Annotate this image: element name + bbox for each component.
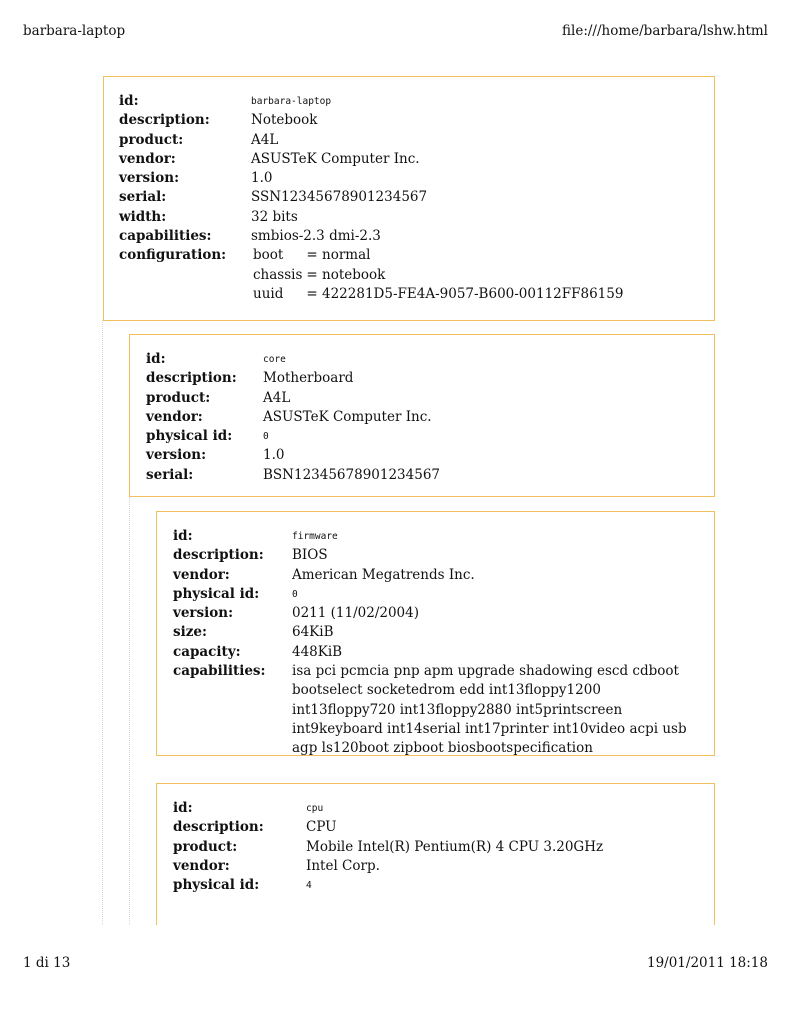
- property-key: vendor:: [146, 408, 203, 425]
- property-value: 32 bits: [251, 208, 298, 225]
- property-row: [119, 111, 625, 130]
- property-row: [146, 389, 440, 408]
- property-value: A4L: [263, 389, 291, 406]
- property-key: vendor:: [119, 150, 176, 167]
- property-key: vendor:: [173, 566, 230, 583]
- property-key: id:: [119, 93, 139, 109]
- property-key: serial:: [146, 466, 194, 483]
- configuration-name: boot: [253, 247, 284, 264]
- property-value: 1.0: [263, 447, 285, 464]
- property-row: [173, 876, 603, 895]
- property-row: [119, 92, 625, 111]
- configuration-row: [251, 285, 625, 304]
- configuration-name: chassis: [253, 266, 303, 283]
- property-key: capabilities:: [119, 228, 212, 245]
- property-value-configuration: [251, 246, 625, 304]
- property-value: CPU: [306, 819, 337, 836]
- property-key: physical id:: [173, 585, 260, 602]
- property-key: description:: [119, 112, 210, 129]
- property-value: 64KiB: [292, 624, 334, 641]
- property-value: 0211 (11/02/2004): [292, 605, 419, 622]
- property-row: [173, 818, 603, 837]
- property-row: [146, 369, 440, 388]
- configuration-value: = notebook: [306, 266, 386, 283]
- page-header-title: barbara-laptop: [23, 23, 126, 39]
- nesting-guide-1: [102, 320, 103, 925]
- property-value: ASUSTeK Computer Inc.: [251, 150, 420, 167]
- property-value: 0: [292, 588, 298, 600]
- property-key: description:: [146, 370, 237, 387]
- property-value: Motherboard: [263, 370, 354, 387]
- property-row: [173, 799, 603, 818]
- property-row: [119, 131, 625, 150]
- property-value: Intel Corp.: [306, 857, 380, 874]
- property-key: capabilities:: [173, 663, 266, 680]
- property-value: BIOS: [292, 547, 328, 564]
- property-key: physical id:: [173, 877, 260, 894]
- property-row: [119, 169, 625, 188]
- property-value: isa pci pcmcia pnp apm upgrade shadowing escd cdboot bootselect socketedrom edd int13floppy1200 int13floppy720 int13floppy2880 int5printscreen int9keyboard int14serial int17printer int10video acpi usb agp ls120boot zipboot biosbootspecification: [292, 663, 687, 757]
- property-key: description:: [173, 819, 264, 836]
- property-key: serial:: [119, 189, 167, 206]
- property-value: A4L: [251, 131, 279, 148]
- property-key: description:: [173, 547, 264, 564]
- node-box-cpu: [156, 783, 715, 925]
- property-key: id:: [173, 800, 193, 816]
- property-key: capacity:: [173, 643, 241, 660]
- property-key: width:: [119, 208, 167, 225]
- property-row: [146, 427, 440, 446]
- property-row: [173, 527, 703, 546]
- property-key: version:: [146, 447, 207, 464]
- property-value: 4: [306, 880, 312, 892]
- property-row: [146, 466, 440, 485]
- property-value: firmware: [292, 531, 338, 542]
- property-value: cpu: [306, 803, 324, 814]
- property-value: 1.0: [251, 170, 273, 187]
- property-row: [173, 857, 603, 876]
- node-table: [173, 799, 603, 895]
- property-key: id:: [173, 528, 193, 544]
- node-box-core: [129, 334, 715, 497]
- property-row: [173, 623, 703, 642]
- property-row: [173, 585, 703, 604]
- property-row: [173, 604, 703, 623]
- property-key: configuration:: [119, 247, 227, 264]
- property-row: [173, 838, 603, 857]
- property-key: size:: [173, 624, 207, 641]
- property-value: core: [263, 354, 286, 365]
- property-row: [173, 546, 703, 565]
- configuration-name: uuid: [253, 285, 284, 302]
- property-row: [119, 188, 625, 207]
- page-footer-number: 1 di 13: [23, 955, 71, 971]
- property-value: SSN12345678901234567: [251, 189, 428, 206]
- property-row: [146, 446, 440, 465]
- property-value: BSN12345678901234567: [263, 466, 440, 483]
- property-value: 448KiB: [292, 643, 343, 660]
- configuration-value: = normal: [306, 247, 371, 264]
- property-value: barbara-laptop: [251, 96, 332, 107]
- configuration-value: = 422281D5-FE4A-9057-B600-00112FF86159: [306, 285, 624, 302]
- property-row: [173, 566, 703, 585]
- property-key: physical id:: [146, 428, 233, 445]
- property-key: product:: [173, 838, 238, 855]
- property-value: smbios-2.3 dmi-2.3: [251, 228, 381, 245]
- property-row: [119, 208, 625, 227]
- node-table: [173, 527, 703, 759]
- property-row: [173, 643, 703, 662]
- node-table: [119, 92, 625, 304]
- property-key: version:: [173, 605, 234, 622]
- node-box-firmware: [156, 511, 715, 756]
- property-value: ASUSTeK Computer Inc.: [263, 408, 432, 425]
- property-row-configuration: [119, 246, 625, 304]
- page-header-url: file:///home/barbara/lshw.html: [562, 23, 768, 39]
- property-row: [119, 227, 625, 246]
- nesting-guide-2: [129, 497, 130, 925]
- property-key: product:: [146, 389, 211, 406]
- property-row: [119, 150, 625, 169]
- property-value: American Megatrends Inc.: [292, 566, 475, 583]
- property-key: vendor:: [173, 857, 230, 874]
- node-table: [146, 350, 440, 485]
- configuration-row: [251, 246, 625, 265]
- property-row: [146, 350, 440, 369]
- property-key: id:: [146, 351, 166, 367]
- node-box-barbara-laptop: [103, 76, 715, 321]
- property-key: version:: [119, 170, 180, 187]
- property-value: Notebook: [251, 112, 318, 129]
- property-row: [173, 662, 703, 758]
- page-footer-datetime: 19/01/2011 18:18: [646, 955, 768, 971]
- configuration-row: [251, 266, 625, 285]
- property-key: product:: [119, 131, 184, 148]
- property-value: 0: [263, 431, 269, 443]
- property-row: [146, 408, 440, 427]
- property-value: Mobile Intel(R) Pentium(R) 4 CPU 3.20GHz: [306, 838, 604, 855]
- configuration-table: [251, 246, 625, 304]
